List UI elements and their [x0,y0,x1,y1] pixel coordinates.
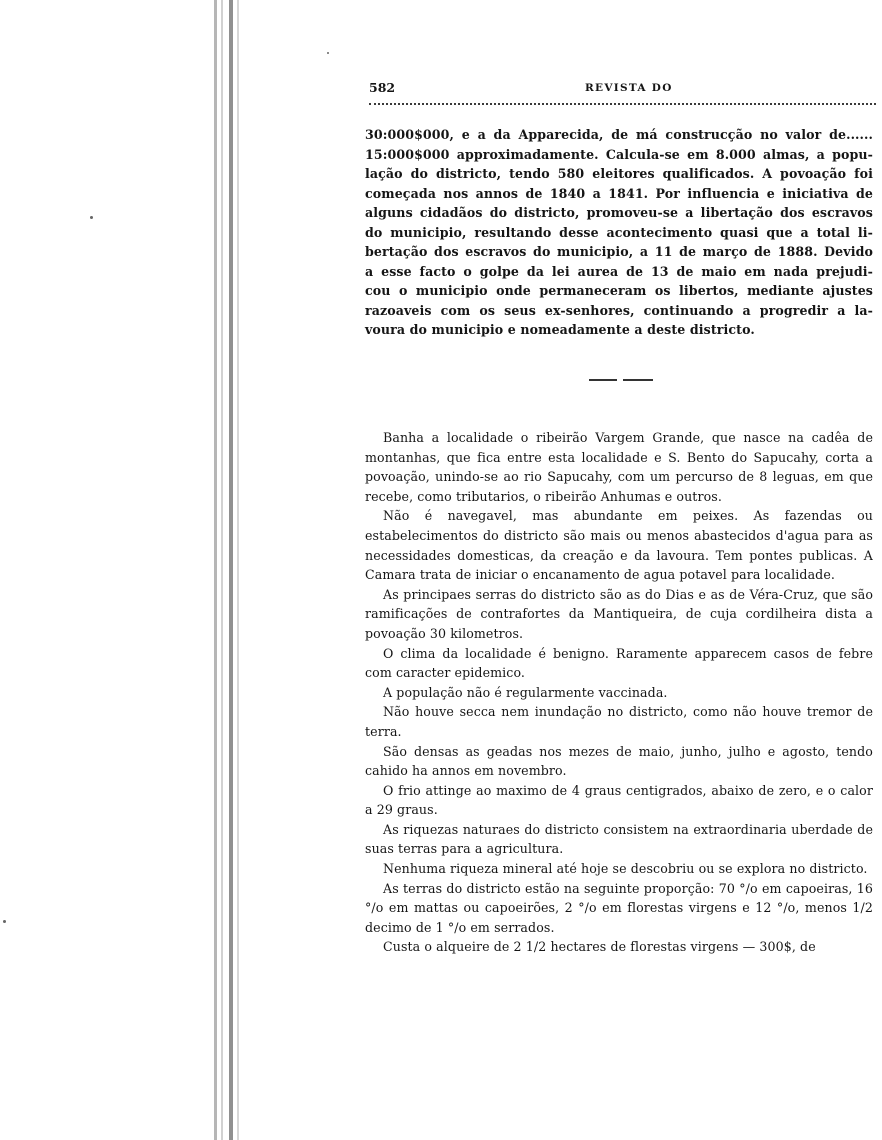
text-line: a esse facto o golpe da lei aurea de 13 de maio em nada prejudi- [365,263,873,279]
gutter-line [229,0,233,1140]
paragraph-drought: Não houve secca nem inundação no districto, como não houve tremor de terra. [365,704,873,739]
scan-speck [90,216,93,219]
text-line: 30:000$000, e a da Apparecida, de má construcção no valor de...... [365,127,873,142]
section-separator [589,379,653,381]
text-line: razoaveis com os seus ex-senhores, continuando a progredir a la- [365,302,873,318]
paragraph-vaccination: A população não é regularmente vaccinada. [383,684,668,700]
text-line: do municipio, resultando desse acontecimento quasi que a total li- [365,224,873,240]
body-text [365,428,873,957]
paragraph-climate: O clima da localidade é benigno. Raramente apparecem casos de febre com caracter epidemico. [365,645,873,681]
text-line: 15:000$000 approximadamente. Calcula-se em 8.000 almas, a popu- [365,146,873,162]
page-number: 582 [369,80,396,95]
text-line: cou o municipio onde permaneceram os libertos, mediante ajustes [365,283,873,298]
paragraph-temperature: O frio attinge ao maximo de 4 graus centigrados, abaixo de zero, e o calor a 29 graus. [365,782,873,818]
paragraph-mountains: As principaes serras do districto são as do Dias e as de Véra-Cruz, que são ramificações de contrafortes da Mantiqueira, de cuja cordilheira dista a povoação 30 kilometros. [365,586,873,641]
running-title: REVISTA DO [585,82,673,94]
paragraph-land-proportion: As terras do districto estão na seguinte proporção: 70 °/o em capoeiras, 16 °/o em mattas ou capoeirões, 2 °/o em florestas virgens e 12 °/o, menos 1/2 decimo de 1 °/o em serrados. [365,880,873,935]
separator-dash [623,379,653,381]
text-line: bertação dos escravos do municipio, a 11 de março de 1888. Devido [365,244,873,259]
text-line: alguns cidadãos do districto, promoveu-se a libertação dos escravos [365,205,873,220]
separator-dash [589,379,617,381]
binding-gutter-shadow [207,0,251,1140]
continued-paragraph [365,125,873,340]
gutter-line [237,0,239,1140]
running-head [369,80,875,98]
text-line: voura do municipio e nomeadamente a deste districto. [365,322,755,337]
text-line: começada nos annos de 1840 a 1841. Por influencia e iniciativa de [365,185,873,201]
paragraph-navigation: Não é navegavel, mas abundante em peixes. As fazendas ou estabelecimentos do districto são mais ou menos abastecidos d'agua para as necessidades domesticas, da creação e da lavoura. Tem pontes publicas. A Camara trata de iniciar o encanamento de agua potavel para localidade. [365,508,873,583]
gutter-line [214,0,217,1140]
header-rule [369,103,876,105]
paragraph-mineral: Nenhuma riqueza mineral até hoje se descobriu ou se explora no districto. [383,861,868,877]
text-line: lação do districto, tendo 580 eleitores qualificados. A povoação foi [365,166,873,181]
scan-speck [327,52,329,54]
paragraph-river: Banha a localidade o ribeirão Vargem Grande, que nasce na cadêa de montanhas, que fica entre esta localidade e S. Bento do Sapucahy, corta a povoação, unindo-se ao rio Sapucahy, com um percurso de 8 leguas, em que recebe, como tributarios, o ribeirão Anhumas e outros. [365,430,873,504]
paragraph-land-price: Custa o alqueire de 2 1/2 hectares de florestas virgens — 300$, de [383,939,816,955]
paragraph-frost: São densas as geadas nos mezes de maio, junho, julho e agosto, tendo cahido ha annos em novembro. [365,743,873,779]
paragraph-natural-wealth: As riquezas naturaes do districto consistem na extraordinaria uberdade de suas terras para a agricultura. [365,821,873,857]
gutter-line [221,0,223,1140]
scan-speck [3,920,6,923]
